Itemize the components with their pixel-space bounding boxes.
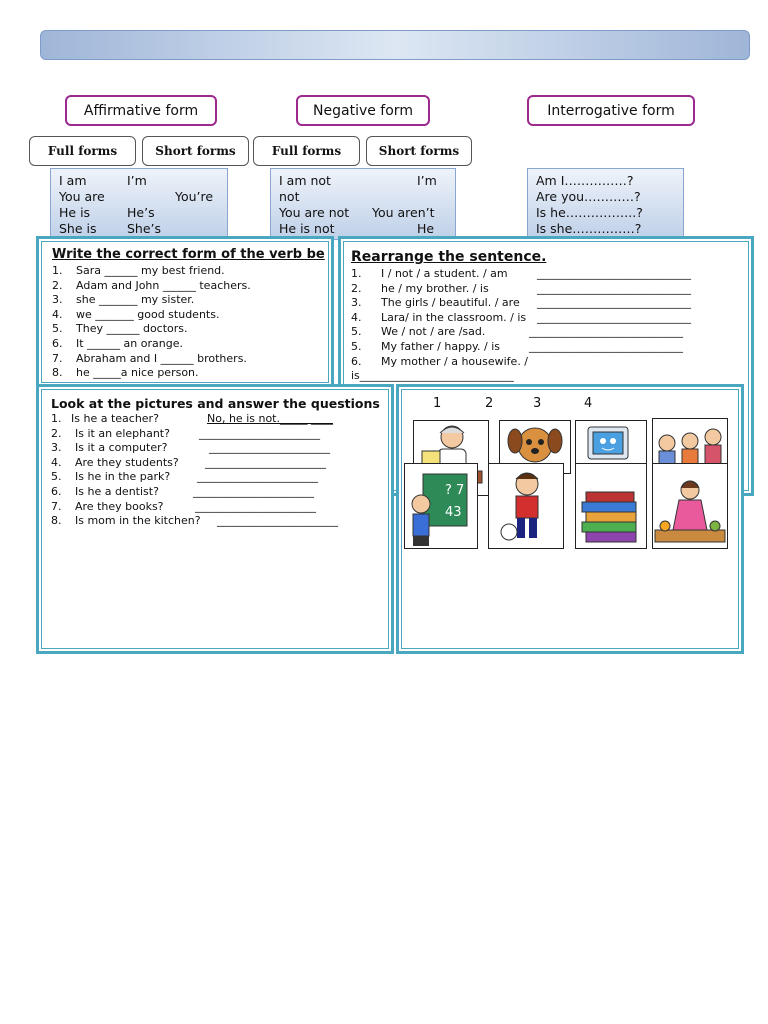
verb-item-text: It ______ an orange. (76, 336, 183, 350)
aff-short-2: You’re (175, 189, 214, 204)
rearrange-item-text: The girls / beautiful. / are (381, 296, 520, 310)
rearrange-item-number: 2. (351, 281, 362, 295)
rearrange-item-blank: ____________________________ (537, 281, 691, 295)
rearrange-item-blank: ____________________________ (537, 310, 691, 324)
aff-full-2: You are (59, 189, 105, 204)
verb-item-number: 5. (52, 322, 63, 336)
verb-item-number: 2. (52, 278, 63, 292)
aff-full-1: I am (59, 173, 87, 188)
questions-panel (36, 384, 394, 654)
question-item (51, 456, 391, 471)
interrogative-form-label: Interrogative form (547, 102, 675, 119)
question-item (51, 441, 391, 456)
aff-short-3: He’s (127, 205, 155, 220)
question-answer: ______________________ (205, 455, 326, 469)
verb-be-exercise-panel (36, 236, 334, 388)
question-answer: ______________________ (197, 470, 318, 484)
rearrange-item-text: he / my brother. / is (381, 281, 489, 295)
rearrange-item-number: 5. (351, 325, 362, 339)
verb-item-number: 8. (52, 366, 63, 380)
rearrange-item (351, 282, 751, 297)
rearrange-item-blank: ____________________________ (529, 325, 683, 339)
full-forms-label-1: Full forms (47, 144, 118, 158)
question-answer: ______________________ (199, 426, 320, 440)
rearrange-item-blank: ____________________________ (537, 296, 691, 310)
boy-ball-icon (489, 464, 563, 548)
svg-text:43: 43 (445, 505, 462, 520)
question-number: 1. (51, 412, 62, 425)
rearrange-title: Rearrange the sentence. (351, 249, 547, 265)
books-picture (575, 463, 647, 549)
verb-item (52, 352, 331, 367)
affirmative-form-label: Affirmative form (83, 102, 199, 119)
verb-item-text: Abraham and I ______ brothers. (76, 351, 247, 365)
svg-text:? 7: ? 7 (445, 483, 465, 498)
picture-number-3: 3 (533, 396, 542, 411)
question-item (51, 412, 391, 427)
verb-item (52, 337, 331, 352)
neg-full-1: I am not (279, 173, 331, 188)
question-text: Is mom in the kitchen? (75, 514, 201, 528)
rearrange-item-number: 5. (351, 339, 362, 353)
question-number: 3. (51, 441, 62, 455)
neg-full-2: not (279, 189, 300, 204)
rearrange-item-text: I / not / a student. / am (381, 267, 508, 280)
question-number: 7. (51, 499, 62, 513)
short-forms-label-2: Short forms (378, 144, 460, 158)
question-item (51, 427, 391, 442)
neg-short-3: He (417, 221, 435, 236)
question-answer: No, he is not._____ ____ (207, 412, 333, 425)
question-number: 8. (51, 514, 62, 528)
question-text: Is it a computer? (75, 441, 168, 455)
question-number: 4. (51, 455, 62, 469)
aff-full-4: She is (59, 221, 97, 236)
rearrange-item (351, 355, 751, 370)
rearrange-item (351, 267, 751, 282)
verb-item (52, 308, 331, 323)
verb-item (52, 366, 331, 381)
rearrange-item-text: My mother / a housewife. / (381, 354, 529, 368)
verb-item-text: he _____a nice person. (76, 366, 199, 380)
title-bar (40, 30, 750, 60)
interrogative-form-header (527, 95, 695, 126)
int-form-1: Am I……………? (536, 173, 634, 188)
rearrange-item-number: 6. (351, 354, 362, 368)
picture-number-2: 2 (485, 396, 494, 411)
question-answer: ______________________ (217, 514, 338, 528)
boy-math-picture (404, 463, 478, 549)
rearrange-item-blank: ____________________________ (537, 267, 691, 280)
int-form-2: Are you…………? (536, 189, 641, 204)
picture-number-1: 1 (433, 396, 442, 411)
affirmative-forms-box (50, 168, 228, 240)
question-item (51, 470, 391, 485)
rearrange-item (351, 325, 751, 340)
affirmative-form-header (65, 95, 217, 126)
neg-full-4: He is not (279, 221, 335, 236)
questions-title: Look at the pictures and answer the questions (51, 396, 380, 411)
verb-item-text: she _______ my sister. (76, 293, 195, 307)
picture-number-4: 4 (584, 396, 593, 411)
rearrange-item (351, 296, 751, 311)
question-answer: ______________________ (195, 499, 316, 513)
full-forms-tab-1 (29, 136, 136, 166)
rearrange-item (351, 311, 751, 326)
full-forms-tab-2 (253, 136, 360, 166)
aff-full-3: He is (59, 205, 91, 220)
question-text: Is he a teacher? (71, 412, 159, 425)
question-text: Is it an elephant? (75, 426, 170, 440)
rearrange-item-text: We / not / are /sad. (381, 325, 486, 339)
question-answer: ______________________ (193, 484, 314, 498)
rearrange-item-text: Lara/ in the classroom. / is (381, 310, 527, 324)
question-number: 5. (51, 470, 62, 484)
verb-item-text: They ______ doctors. (76, 322, 188, 336)
rearrange-item-text: My father / happy. / is (381, 339, 500, 353)
verb-item-number: 4. (52, 307, 63, 321)
question-text: Is he in the park? (75, 470, 171, 484)
question-text: Are they books? (75, 499, 164, 513)
int-form-4: Is she……………? (536, 221, 642, 236)
verb-item-text: Adam and John ______ teachers. (76, 278, 251, 292)
rearrange-item-blank: ____________________________ (529, 339, 683, 353)
verb-item-number: 7. (52, 351, 63, 365)
negative-form-label: Negative form (313, 102, 413, 119)
question-number: 2. (51, 426, 62, 440)
neg-short-2: You aren’t (372, 205, 435, 220)
boy-math-icon (405, 464, 477, 548)
mom-kitchen-picture (652, 463, 728, 549)
question-item (51, 500, 391, 515)
negative-form-header (296, 95, 430, 126)
verb-item (52, 279, 331, 294)
rearrange-item-number: 4. (351, 310, 362, 324)
aff-short-4: She’s (127, 221, 162, 236)
verb-item (52, 293, 331, 308)
verb-item (52, 322, 331, 337)
verb-item-number: 3. (52, 293, 63, 307)
neg-short-1: I’m (417, 173, 437, 188)
int-form-3: Is he……………..? (536, 205, 643, 220)
short-forms-tab-2 (366, 136, 472, 166)
question-item (51, 485, 391, 500)
question-text: Is he a dentist? (75, 484, 159, 498)
short-forms-label-1: Short forms (155, 144, 236, 158)
aff-short-1: I’m (127, 173, 147, 188)
rearrange-item-number: 1. (351, 267, 362, 280)
books-icon (576, 464, 646, 548)
question-number: 6. (51, 484, 62, 498)
negative-forms-box (270, 168, 456, 240)
verb-item-number: 1. (52, 264, 63, 277)
question-item (51, 514, 391, 529)
full-forms-label-2: Full forms (271, 144, 342, 158)
rearrange-item-number: 3. (351, 296, 362, 310)
verb-item (52, 264, 331, 279)
verb-be-exercise-title: Write the correct form of the verb be (52, 247, 325, 262)
rearrange-continuation: is____________________________ (351, 369, 514, 383)
mom-kitchen-icon (653, 464, 727, 548)
verb-item-text: Sara ______ my best friend. (76, 264, 225, 277)
verb-item-number: 6. (52, 336, 63, 350)
question-answer: ______________________ (209, 441, 330, 455)
neg-full-3: You are not (279, 205, 350, 220)
interrogative-forms-box (527, 168, 684, 240)
question-text: Are they students? (75, 455, 179, 469)
rearrange-item (351, 340, 751, 355)
verb-item-text: we _______ good students. (76, 307, 220, 321)
boy-ball-picture (488, 463, 564, 549)
short-forms-tab-1 (142, 136, 249, 166)
